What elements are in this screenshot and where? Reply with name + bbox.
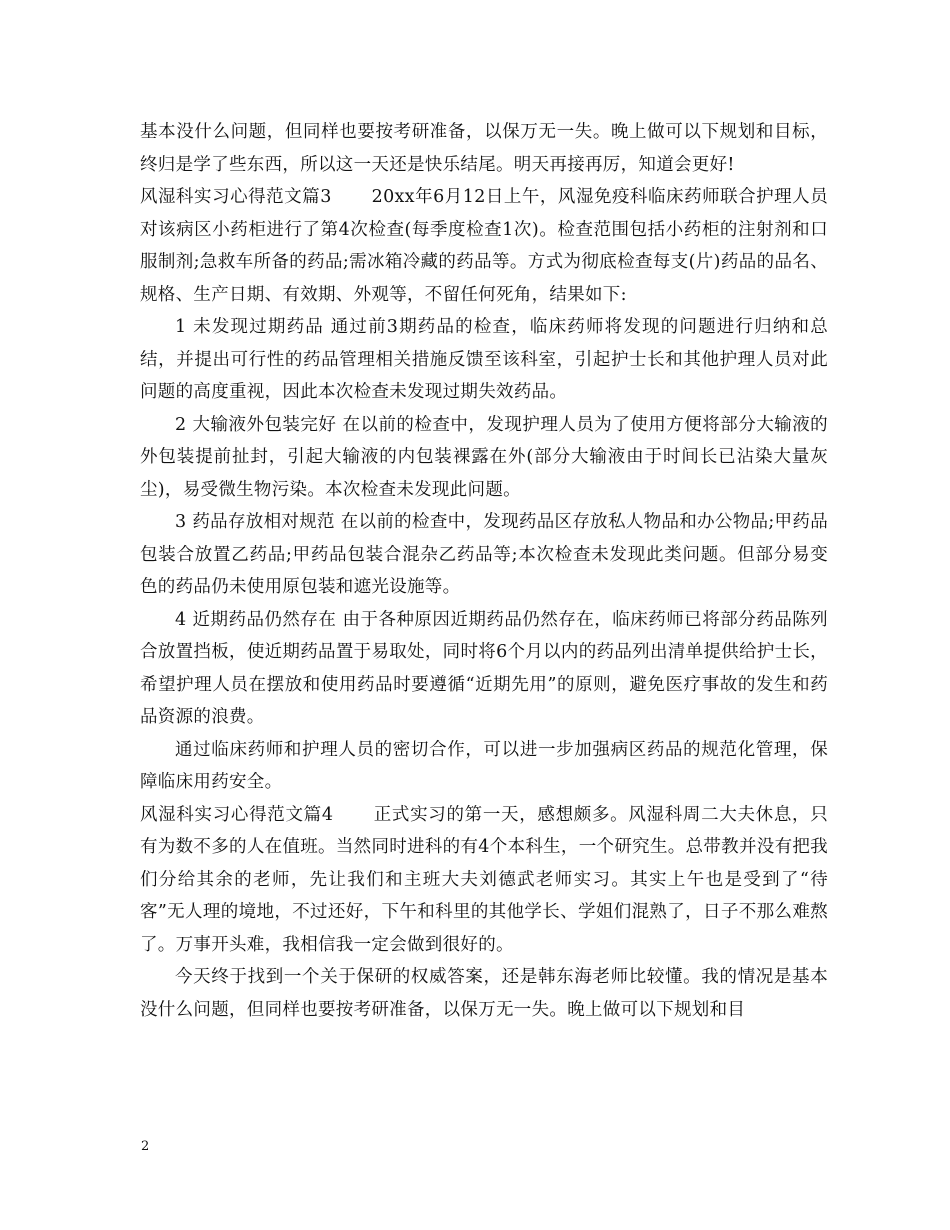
paragraph-conclusion: 通过临床药师和护理人员的密切合作，可以进一步加强病区药品的规范化管理，保障临床用药安全。 bbox=[140, 739, 828, 792]
section-4 bbox=[140, 799, 828, 962]
section-4-title: 风湿科实习心得范文篇4 bbox=[140, 804, 334, 825]
list-item-4: 4 近期药品仍然存在 由于各种原因近期药品仍然存在，临床药师已将部分药品陈列合放置挡板，使近期药品置于易取处，同时将6个月以内的药品列出清单提供给护士长，希望护理人员在摆放和使用药品时要遵循“近期先用”的原则，避免医疗事故的发生和药品资源的浪费。 bbox=[140, 609, 828, 727]
list-item-3: 3 药品存放相对规范 在以前的检查中，发现药品区存放私人物品和办公物品;甲药品包装合放置乙药品;甲药品包装合混杂乙药品等;本次检查未发现此类问题。但部分易变色的药品仍未使用原包装和遮光设施等。 bbox=[140, 512, 828, 597]
section-3-text: 20xx年6月12日上午，风湿免疫科临床药师联合护理人员对该病区小药柜进行了第4次检查(每季度检查1次)。检查范围包括小药柜的注射剂和口服制剂;急救车所备的药品;需冰箱冷藏的药品等。方式为彻底检查每支(片)药品的品名、规格、生产日期、有效期、外观等，不留任何死角，结果如下: bbox=[140, 187, 829, 305]
list-item-1: 1 未发现过期药品 通过前3期药品的检查，临床药师将发现的问题进行归纳和总结，并提出可行性的药品管理相关措施反馈至该科室，引起护士长和其他护理人员对此问题的高度重视，因此本次检查未发现过期失效药品。 bbox=[140, 317, 828, 402]
document-body bbox=[140, 116, 828, 1026]
section-3 bbox=[140, 181, 828, 311]
page-number: 2 bbox=[141, 1139, 150, 1154]
list-item-2: 2 大输液外包装完好 在以前的检查中，发现护理人员为了使用方便将部分大输液的外包装提前扯封，引起大输液的内包装裸露在外(部分大输液由于时间长已沾染大量灰尘)，易受微生物污染。本次检查未发现此问题。 bbox=[140, 414, 828, 500]
paragraph-final: 今天终于找到一个关于保研的权威答案，还是韩东海老师比较懂。我的情况是基本没什么问题，但同样也要按考研准备，以保万无一失。晚上做可以下规划和目 bbox=[140, 967, 828, 1020]
section-3-title: 风湿科实习心得范文篇3 bbox=[140, 187, 332, 207]
section-4-text: 正式实习的第一天，感想颇多。风湿科周二大夫休息，只有为数不多的人在值班。当然同时进科的有4个本科生，一个研究生。总带教并没有把我们分给其余的老师，先让我们和主班大夫刘德武老师实习。其实上午也是受到了“待客”无人理的境地，不过还好，下午和科里的其他学长、学姐们混熟了，日子不那么难熬了。万事开头难，我相信我一定会做到很好的。 bbox=[140, 804, 828, 955]
paragraph-intro: 基本没什么问题，但同样也要按考研准备，以保万无一失。晚上做可以下规划和目标，终归是学了些东西，所以这一天还是快乐结尾。明天再接再厉，知道会更好! bbox=[140, 122, 828, 175]
